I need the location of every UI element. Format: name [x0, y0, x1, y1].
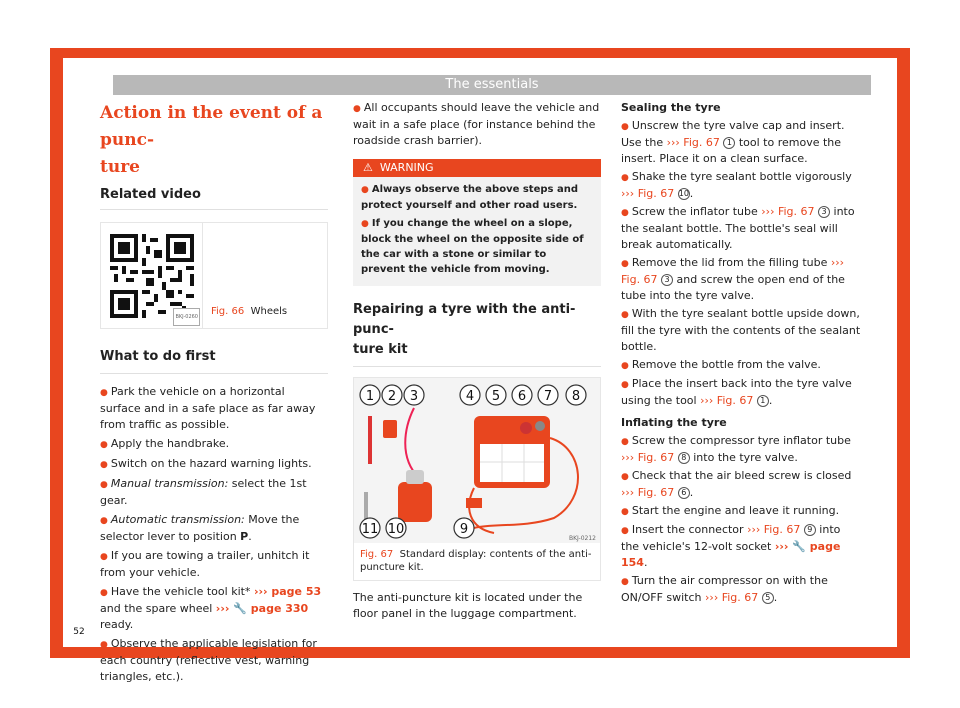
page-link[interactable]: ››› page 53 — [253, 585, 322, 598]
list-item: ● Always observe the above steps and protect yourself and other road users. — [361, 184, 578, 211]
list-item: ● If you are towing a trailer, unhitch it from your vehicle. — [100, 549, 310, 579]
svg-text:9: 9 — [459, 522, 469, 537]
title-line-1: Action in the event of a punc- — [100, 103, 323, 150]
svg-text:BKJ-0212: BKJ-0212 — [568, 535, 596, 542]
figure-link[interactable]: ››› Fig. 67 — [761, 205, 815, 218]
page-title — [100, 100, 328, 181]
bullet-icon: ● — [361, 185, 369, 195]
list-item: ● Have the vehicle tool kit* ››› page 53 and the spare wheel ››› 🔧 page 330 ready. — [100, 585, 322, 631]
anti-puncture-kit-illustration — [354, 378, 600, 543]
list-item: ● Check that the air bleed screw is closed ››› Fig. 67 6 . — [621, 469, 852, 499]
bullet-icon: ● — [100, 588, 108, 598]
list-item: ● Remove the lid from the filling tube ››› Fig. 67 3 and screw the open end of the tube into the tyre valve. — [621, 256, 845, 302]
repair-kit-heading: Repairing a tyre with the anti-punc- ture kit — [353, 300, 601, 367]
figure-link[interactable]: ››› Fig. 67 — [747, 523, 801, 536]
page-link[interactable]: ››› 🔧 page 330 — [215, 602, 309, 615]
list-item: ● Park the vehicle on a horizontal surface and in a safe place as far away from traffic as possible. — [100, 385, 316, 431]
bullet-icon: ● — [100, 480, 108, 490]
svg-text:5: 5 — [491, 389, 501, 404]
list-item: ● Automatic transmission: Move the selector lever to position P. — [100, 513, 300, 543]
bullet-icon: ● — [621, 173, 629, 183]
svg-text:1: 1 — [365, 389, 375, 404]
warning-box — [353, 159, 601, 286]
bullet-icon: ● — [361, 219, 369, 229]
svg-text:4: 4 — [465, 389, 475, 404]
list-item: ● Manual transmission: select the 1st gear. — [100, 477, 307, 507]
figure-66-label: Fig. 66 — [211, 306, 245, 317]
page-number: 52 — [73, 627, 85, 637]
svg-text:3: 3 — [409, 389, 419, 404]
figure-link[interactable]: ››› Fig. 67 — [621, 187, 675, 200]
warning-body — [353, 177, 601, 286]
plug-icon — [466, 498, 482, 508]
figure-link[interactable]: ››› Fig. 67 — [705, 591, 759, 604]
bullet-icon: ● — [621, 526, 629, 536]
qr-code-icon[interactable] — [101, 223, 203, 328]
figure-67 — [353, 377, 601, 581]
list-item: ● Turn the air compressor on with the ON/OFF switch ››› Fig. 67 5 . — [621, 574, 828, 604]
figure-67-label: Fig. 67 — [360, 549, 394, 560]
bullet-icon: ● — [621, 310, 629, 320]
bullet-icon: ● — [100, 640, 108, 650]
bullet-icon: ● — [100, 516, 108, 526]
list-item: ● If you change the wheel on a slope, block the wheel on the opposite side of the car with a stone or similar to prevent the vehicle from moving. — [361, 218, 584, 275]
figure-link[interactable]: ››› Fig. 67 — [621, 256, 845, 286]
svg-text:6: 6 — [517, 389, 527, 404]
svg-text:10: 10 — [387, 522, 405, 537]
list-item: ● Place the insert back into the tyre valve using the tool ››› Fig. 67 1 . — [621, 377, 852, 407]
warning-header: ⚠ WARNING — [353, 159, 601, 177]
list-item: ● Observe the applicable legislation for each country (reflective vest, warning triangles, etc.). — [100, 637, 317, 683]
list-item: ● Screw the inflator tube ››› Fig. 67 3 into the sealant bottle. The bottle's seal will break automatically. — [621, 205, 855, 251]
svg-text:2: 2 — [387, 389, 397, 404]
related-video-heading: Related video — [100, 187, 328, 210]
sealant-bottle-icon — [398, 482, 432, 522]
manual-page — [63, 58, 897, 683]
list-item: ● Start the engine and leave it running. — [621, 504, 840, 517]
bullet-icon: ● — [621, 259, 629, 269]
list-item: ● Shake the tyre sealant bottle vigorously ››› Fig. 67 10. — [621, 170, 852, 200]
car-wrench-icon: 🔧 — [792, 540, 806, 553]
bullet-icon: ● — [353, 104, 361, 114]
page-frame — [50, 48, 910, 683]
figure-link[interactable]: ››› Fig. 67 — [621, 486, 675, 499]
bullet-icon: ● — [621, 472, 629, 482]
page-header: The essentials — [113, 75, 871, 95]
bullet-icon: ● — [100, 388, 108, 398]
figure-66-caption-text: Wheels — [250, 306, 288, 317]
figure-66-caption — [203, 223, 327, 328]
bullet-icon: ● — [621, 380, 629, 390]
car-wrench-icon: 🔧 — [233, 602, 247, 615]
list-item: ● Apply the handbrake. — [100, 437, 230, 450]
svg-text:7: 7 — [543, 389, 553, 404]
what-to-do-first-heading: What to do first — [100, 347, 328, 374]
sticker-icon — [383, 420, 397, 438]
figure-link[interactable]: ››› Fig. 67 — [700, 394, 754, 407]
title-line-2: ture — [100, 157, 140, 177]
page-link[interactable]: ››› 🔧 page 154 — [621, 540, 841, 569]
figure-66 — [100, 222, 328, 329]
column-right — [621, 100, 861, 608]
figure-link[interactable]: ››› Fig. 67 — [666, 136, 720, 149]
figure-code: BKJ-0260 — [173, 308, 200, 326]
valve-tool-icon — [368, 416, 372, 464]
bullet-icon: ● — [621, 437, 629, 447]
bullet-icon: ● — [621, 507, 629, 517]
list-item: ● With the tyre sealant bottle upside down, fill the tyre with the contents of the sealant bottle. — [621, 307, 861, 353]
svg-text:8: 8 — [571, 389, 581, 404]
list-item: ● All occupants should leave the vehicle and wait in a safe place (for instance behind the roadside crash barrier). — [353, 101, 600, 147]
list-item: ● Unscrew the tyre valve cap and insert. Use the ››› Fig. 67 1 tool to remove the insert. Place it on a clean surface. — [621, 119, 845, 165]
bullet-icon: ● — [621, 122, 629, 132]
kit-location-paragraph: The anti-puncture kit is located under the floor panel in the luggage compartment. — [353, 591, 583, 620]
bullet-icon: ● — [100, 440, 108, 450]
svg-text:11: 11 — [361, 522, 379, 537]
inflating-heading: Inflating the tyre — [621, 416, 727, 429]
list-item: ● Switch on the hazard warning lights. — [100, 457, 312, 470]
list-item: ● Screw the compressor tyre inflator tube ››› Fig. 67 8 into the tyre valve. — [621, 434, 851, 464]
sealing-heading: Sealing the tyre — [621, 101, 721, 114]
list-item: ● Insert the connector ››› Fig. 67 9 into the vehicle's 12-volt socket ››› 🔧 page 154. — [621, 523, 841, 569]
bullet-icon: ● — [621, 361, 629, 371]
warning-triangle-icon: ⚠ — [363, 161, 373, 174]
figure-67-caption: Fig. 67 Standard display: contents of the anti-puncture kit. — [360, 549, 592, 573]
bullet-icon: ● — [621, 577, 629, 587]
column-left — [100, 100, 328, 688]
column-middle — [353, 100, 601, 622]
bullet-icon: ● — [621, 208, 629, 218]
bullet-icon: ● — [100, 552, 108, 562]
list-item: ● Remove the bottle from the valve. — [621, 358, 821, 371]
figure-link[interactable]: ››› Fig. 67 — [621, 451, 675, 464]
bullet-icon: ● — [100, 460, 108, 470]
